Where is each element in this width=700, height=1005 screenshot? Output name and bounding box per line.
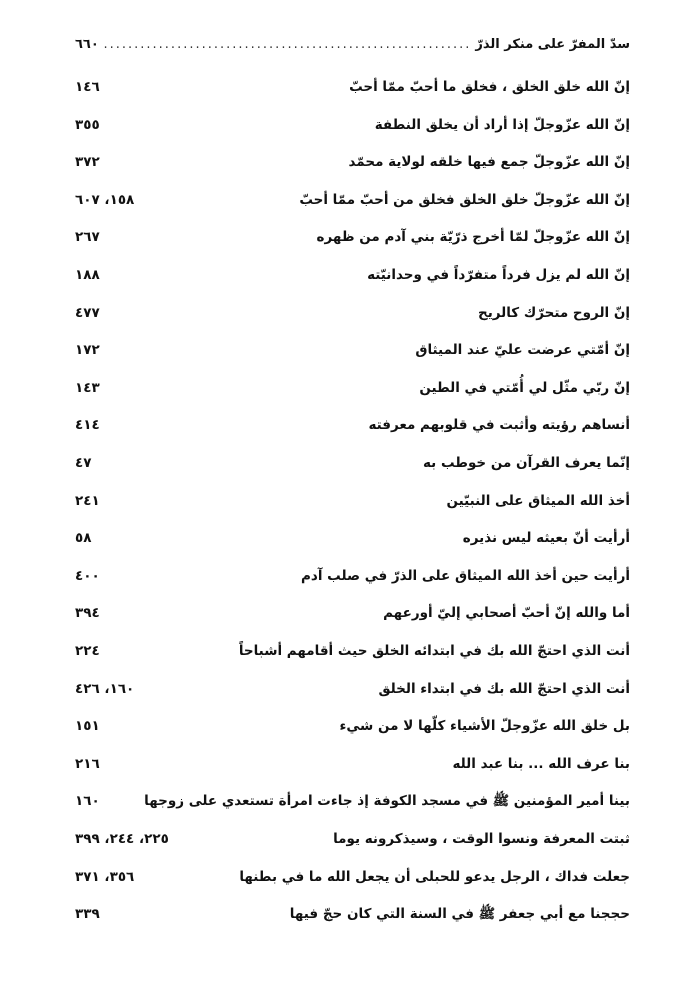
entry-text: إنّ الله عزّوجلّ خلق الخلق فخلق من أحبّ ممّا أحبّ <box>299 191 630 208</box>
entry-text: أنت الذي احتجّ الله بك في ابتداء الخلق <box>378 680 630 697</box>
index-entry <box>75 901 630 927</box>
entry-text: جعلت فداك ، الرجل يدعو للحبلى أن يجعل الله ما في بطنها <box>239 868 630 885</box>
index-entry <box>75 375 630 401</box>
entry-page-refs: ١٥٨، ٦٠٧ <box>75 191 135 208</box>
index-entry <box>75 300 630 326</box>
index-entry <box>75 337 630 363</box>
entry-page-refs: ٤٧ <box>75 455 92 471</box>
entry-text: أرأيت أنّ بعيثه ليس نذيره <box>462 530 630 547</box>
entry-text: بينا أمير المؤمنين ﷺ في مسجد الكوفة إذ جاءت امرأة تستعدي على زوجها <box>144 793 630 810</box>
page-number: ٦٦٠ <box>75 36 99 52</box>
index-entry <box>75 412 630 438</box>
index-entry <box>75 864 630 890</box>
index-entry <box>75 713 630 739</box>
entry-page-refs: ١٧٢ <box>75 342 100 359</box>
index-entry <box>75 563 630 589</box>
entry-page-refs: ٢٤١ <box>75 492 100 509</box>
entry-text: إنّ الله لم يزل فرداً متفرّداً في وحدانيّته <box>367 267 630 283</box>
entry-text: أما والله إنّ أحبّ أصحابي إليّ أورعهم <box>383 605 630 622</box>
entry-text: أخذ الله الميثاق على النبيّين <box>446 492 630 509</box>
index-entry <box>75 112 630 138</box>
entry-text: إنّ الله عزّوجلّ جمع فيها خلقه لولاية محمّد <box>348 154 630 171</box>
entry-text: إنّ الروح متحرّك كالريح <box>477 304 630 321</box>
entry-text: إنّ الله عزّوجلّ لمّا أخرج ذرّيّة بني آدم من ظهره <box>316 229 630 246</box>
book-title: سدّ المفرّ على منكر الذرّ <box>475 36 630 52</box>
entry-page-refs: ١٥١ <box>75 718 100 735</box>
entry-text: بنا عرف الله ... بنا عبد الله <box>452 755 630 772</box>
entry-page-refs: ٣٥٥ <box>75 116 100 133</box>
entry-text: إنّ ربّي مثّل لي أُمّتي في الطين <box>419 379 630 396</box>
entry-page-refs: ٢١٦ <box>75 755 100 772</box>
entry-text: إنّ أمّتي عرضت عليّ عند الميثاق <box>415 342 630 359</box>
entry-text: حججنا مع أبي جعفر ﷺ في السنة التي كان حجّ فيها <box>289 906 630 923</box>
index-entry <box>75 788 630 814</box>
index-entry <box>75 74 630 100</box>
entry-page-refs: ٤٠٠ <box>75 567 100 584</box>
entry-page-refs: ٥٨ <box>75 530 92 547</box>
entry-page-refs: ٤١٤ <box>75 417 100 434</box>
index-entry <box>75 676 630 702</box>
entry-page-refs: ٣٩٤ <box>75 605 100 622</box>
entry-page-refs: ١٦٠ <box>75 793 100 810</box>
running-header <box>75 32 630 56</box>
leader-dots <box>103 37 472 52</box>
entry-page-refs: ٣٧٢ <box>75 154 100 171</box>
entry-text: إنّ الله خلق الخلق ، فخلق ما أحبّ ممّا أحبّ <box>349 79 630 95</box>
entry-text: إنّما يعرف القرآن من خوطب به <box>422 455 630 471</box>
entry-page-refs: ٢٢٥، ٢٤٤، ٣٩٩ <box>75 831 169 847</box>
entry-page-refs: ١٤٣ <box>75 379 100 396</box>
entry-page-refs: ٢٢٤ <box>75 643 100 659</box>
entry-text: أنت الذي احتجّ الله بك في ابتدائه الخلق حيث أقامهم أشباحاً <box>238 643 630 659</box>
entry-page-refs: ٣٣٩ <box>75 906 100 923</box>
entry-text: أنساهم رؤيته وأثبت في قلوبهم معرفته <box>368 417 630 434</box>
entry-text: أرأيت حين أخذ الله الميثاق على الذرّ في صلب آدم <box>301 567 630 584</box>
entry-page-refs: ٤٧٧ <box>75 304 100 321</box>
entry-page-refs: ١٦٠، ٤٢٦ <box>75 680 135 697</box>
entry-page-refs: ١٤٦ <box>75 79 100 95</box>
index-entry <box>75 224 630 250</box>
index-entry <box>75 826 630 852</box>
entry-text: بل خلق الله عزّوجلّ الأشياء كلّها لا من شيء <box>339 718 630 735</box>
entry-text: ثبتت المعرفة ونسوا الوقت ، وسيذكرونه يوما <box>333 831 630 847</box>
index-entry <box>75 751 630 777</box>
entry-page-refs: ٣٥٦، ٣٧١ <box>75 868 135 885</box>
entry-page-refs: ٢٦٧ <box>75 229 100 246</box>
index-entry <box>75 262 630 288</box>
index-entry <box>75 187 630 213</box>
index-entry <box>75 638 630 664</box>
entry-page-refs: ١٨٨ <box>75 267 100 283</box>
index-entry <box>75 525 630 551</box>
entry-text: إنّ الله عزّوجلّ إذا أراد أن يخلق النطفة <box>374 116 630 133</box>
index-entry <box>75 450 630 476</box>
index-entry <box>75 488 630 514</box>
index-entry <box>75 149 630 175</box>
index-entry <box>75 600 630 626</box>
